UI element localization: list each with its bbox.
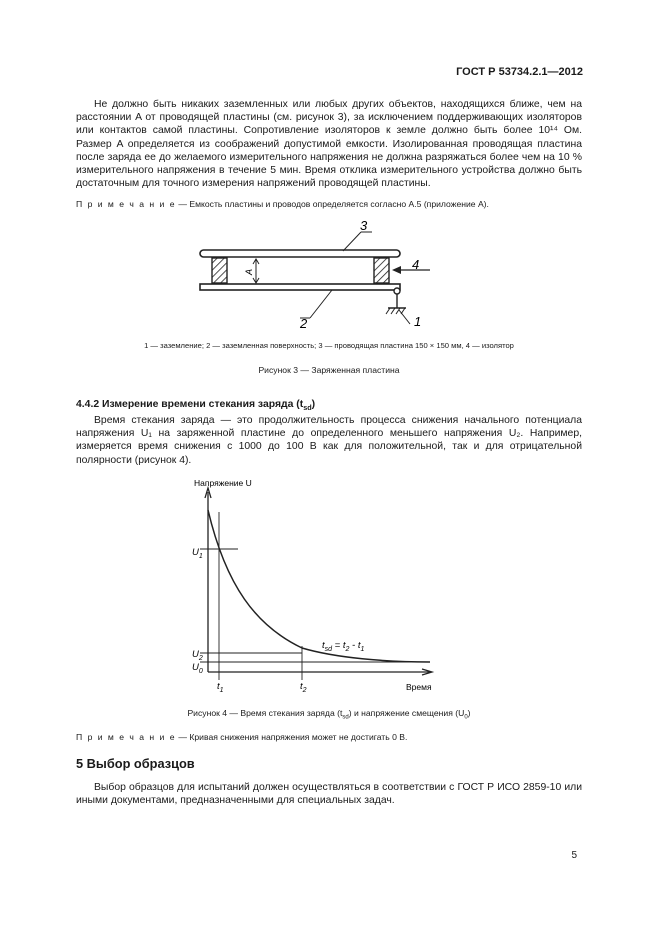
page-number: 5 [571,850,577,861]
figure-3-legend: 1 — заземление; 2 — заземленная поверхность; 3 — проводящая пластина 150 × 150 мм, 4 — изолятор [144,341,514,350]
paragraph-insulation: Не должно быть никаких заземленных или любых других объектов, находящихся ближе, чем на расстоянии A от проводящей пластины (см. рисунок 3), за исключением поддерживающих изоляторов или контактов самой пластины. Сопротивление изоляторов к земле должно быть более 10¹⁴ Ом. Размер A определяется из соображений допустимой емкости. Изолированная проводящая пластина после заряда ее до желаемого измерительного напряжения не должна разряжаться более чем на 10 % измерительного напряжения в течение 5 мин. Время отклика измерительного устройства должно быть достаточным для точного измерения напряжений проводящей пластины. [76,99,582,190]
note-voltage-decay [76,732,582,743]
label-4: 4 [412,257,420,272]
label-2: 2 [300,316,308,331]
decay-curve [208,510,430,662]
note-capacitance [76,199,582,210]
figure-3-charged-plate [190,214,450,332]
t2-label: $t_2$ [300,681,307,694]
figure-4-caption: Рисунок 4 — Время стекания заряда $(t_{sd})$ и напряжение смещения $(U_0)$ [187,708,471,721]
label-3: 3 [360,218,368,233]
insulator-right [374,258,389,283]
section-4-4-2-text: Время стекания заряда — это продолжительность процесса снижения начального потенциала напряжения U₁ на заряженной пластине до определенного меньшего напряжения U₂. Например, измеряется время снижения с 1000 до 100 В как для положительной, так и для отрицательной полярности (рисунок 4). [76,415,582,466]
u2-label: $U_2$ [192,649,203,662]
conductive-plate [200,250,400,257]
section-4-4-2-heading: 4.4.2 Измерение времени стекания заряда $(t_{sd})$ [76,399,316,413]
label-1: 1 [414,314,422,329]
standard-number: ГОСТ Р 53734.2.1—2012 [456,66,583,78]
section-5-heading: 5 Выбор образцов [76,756,195,771]
u1-label: $U_1$ [192,547,203,560]
section-5-text: Выбор образцов для испытаний должен осуществляться в соответствии с ГОСТ Р ИСО 2859-10 или иными документами, предназначенными для специальных задач. [76,782,582,807]
y-axis-label: Напряжение U [194,478,252,488]
note-text: — Емкость пластины и проводов определяется согласно А.5 (приложение А). [176,199,489,209]
figure-4-decay-curve [186,476,452,698]
grounded-surface [200,284,400,290]
figure-3-caption: Рисунок 3 — Заряженная пластина [258,365,400,375]
note-label: П р и м е ч а н и е [76,732,177,742]
tsd-formula: $t_{sd} = t_2 - t_1$ [322,640,365,653]
dimension-a-label: A [244,268,254,275]
insulator-left [212,258,227,283]
t1-label: $t_1$ [217,681,224,694]
note-text: — Кривая снижения напряжения может не достигать 0 В. [176,732,408,742]
x-axis-label: Время [406,682,432,692]
u0-label: $U_0$ [192,662,203,675]
note-label: П р и м е ч а н и е [76,199,177,209]
